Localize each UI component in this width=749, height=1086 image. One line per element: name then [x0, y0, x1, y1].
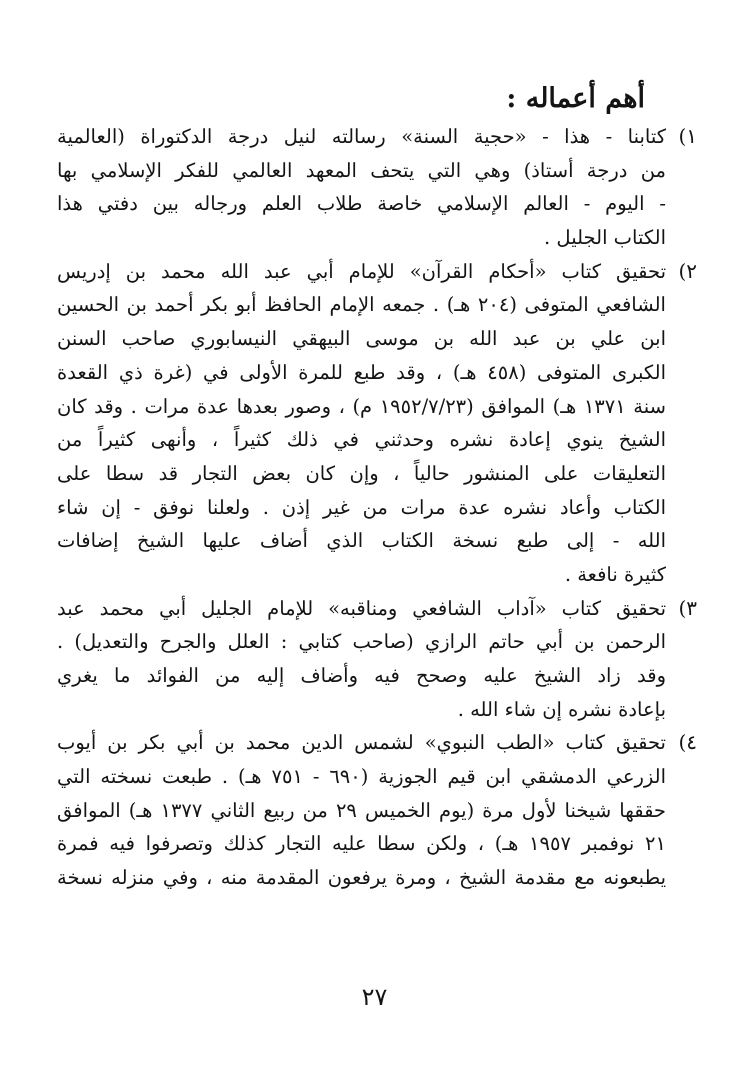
- text-line: الزرعي الدمشقي ابن قيم الجوزية (٦٩٠ - ٧٥١ هـ) . طبعت نسخته التي: [57, 765, 666, 789]
- item-number: ٢): [678, 258, 697, 283]
- item-text: [57, 120, 666, 255]
- item-number: ١): [678, 124, 697, 148]
- text-line: الكبرى المتوفى (٤٥٨ هـ) ، وقد طبع للمرة الأولى في (غرة ذي القعدة: [57, 360, 666, 384]
- page-number: ٢٧: [361, 983, 388, 1011]
- text-line: الكتاب الجليل .: [544, 226, 666, 250]
- item-number: ٣): [678, 595, 697, 620]
- text-line: وقد زاد الشيخ عليه وصحح فيه وأضاف إليه من الفوائد ما يغري: [57, 664, 666, 687]
- list-item: [57, 120, 697, 255]
- text-line: - اليوم - العالم الإسلامي خاصة طلاب العلم ورجاله بين دفتي هذا: [57, 192, 666, 216]
- text-line: ابن علي بن عبد الله بن موسى البيهقي النيسابوري صاحب السنن: [57, 327, 666, 351]
- text-line: كتابنا - هذا - «حجية السنة» رسالته لنيل درجة الدكتوراة (العالمية: [57, 125, 666, 148]
- list-item: [57, 592, 697, 727]
- text-line: تحقيق كتاب «الطب النبوي» لشمس الدين محمد بن أبي بكر بن أيوب: [57, 731, 666, 755]
- text-line: ٢١ نوفمبر ١٩٥٧ هـ) ، ولكن سطا عليه التجار كذلك وتصرفوا فيه فمرة: [57, 832, 666, 856]
- item-text: [57, 592, 666, 727]
- text-line: تحقيق كتاب «آداب الشافعي ومناقبه» للإمام الجليل أبي محمد عبد: [57, 596, 666, 620]
- text-line: كثيرة نافعة .: [564, 562, 666, 586]
- text-line: التعليقات على المنشور حالياً ، وإن كان بعض التجار قد سطا على: [57, 461, 666, 485]
- text-line: تحقيق كتاب «أحكام القرآن» للإمام أبي عبد الله محمد بن إدريس: [57, 259, 666, 283]
- text-line: الرحمن بن أبي حاتم الرازي (صاحب كتابي : العلل والجرح والتعديل) .: [57, 630, 666, 654]
- text-line: من درجة أستاذ) وهي التي يتحف المعهد العالمي للفكر الإسلامي بها: [57, 158, 666, 182]
- list-item: [57, 726, 697, 894]
- text-line: الشافعي المتوفى (٢٠٤ هـ) . جمعه الإمام الحافظ أبو بكر أحمد بن الحسين: [57, 293, 666, 317]
- text-line: بإعادة نشره إن شاء الله .: [457, 697, 666, 721]
- works-list: [57, 120, 697, 895]
- text-line: الكتاب وأعاد نشره عدة مرات من غير إذن . ولعلنا نوفق - إن شاء: [57, 495, 666, 519]
- list-item: [57, 255, 697, 592]
- text-line: حققها شيخنا لأول مرة (يوم الخميس ٢٩ من ربيع الثاني ١٣٧٧ هـ) الموافق: [57, 798, 666, 822]
- text-line: يطبعونه مع مقدمة الشيخ ، ومرة يرفعون المقدمة منه ، وفي منزله نسخة: [57, 866, 666, 890]
- section-heading: أهم أعماله :: [506, 83, 645, 114]
- item-number: ٤): [678, 730, 697, 755]
- item-text: [57, 255, 666, 592]
- text-line: سنة ١٣٧١ هـ) الموافق (١٩٥٢/٧/٢٣ م) ، وصور بعدها عدة مرات . وقد كان: [57, 394, 666, 418]
- text-line: الشيخ ينوي إعادة نشره وحدثني في ذلك كثيراً ، وأنهى كثيراً من: [57, 428, 666, 452]
- text-line: الله - إلى طبع نسخة الكتاب الذي أضاف عليها الشيخ إضافات: [57, 529, 666, 553]
- item-text: [57, 726, 666, 894]
